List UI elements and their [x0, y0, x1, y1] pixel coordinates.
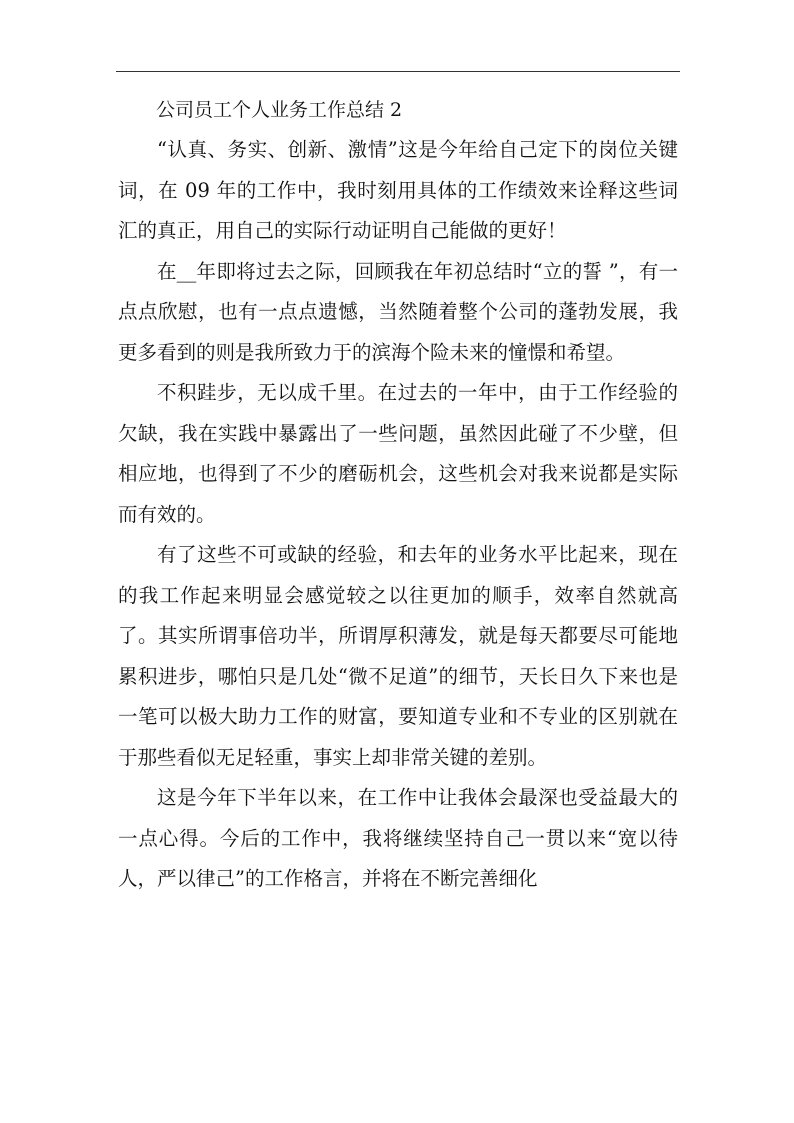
paragraph-5: 这是今年下半年以来，在工作中让我体会最深也受益最大的一点心得。今后的工作中，我将继续坚持自己一贯以来“宽以待人，严以律己”的工作格言，并将在不断完善细化 [118, 786, 678, 890]
paragraph-1: “认真、务实、创新、激情”这是今年给自己定下的岗位关键词，在 09 年的工作中，我时刻用具体的工作绩效来诠释这些词汇的真正，用自己的实际行动证明自己能做的更好！ [118, 138, 678, 242]
paragraph-3: 不积跬步，无以成千里。在过去的一年中，由于工作经验的欠缺，我在实践中暴露出了一些问题，虽然因此碰了不少壁，但相应地，也得到了不少的磨砺机会，这些机会对我来说都是实际而有效的。 [118, 381, 678, 526]
document-title: 公司员工个人业务工作总结 2 [156, 99, 403, 121]
header-rule [116, 71, 680, 72]
document-body [118, 90, 678, 900]
paragraph-2: 在__年即将过去之际，回顾我在年初总结时“立的誓 ”，有一点点欣慰，也有一点点遗憾，当然随着整个公司的蓬勃发展，我更多看到的则是我所致力于的滨海个险未来的憧憬和希望。 [118, 259, 678, 364]
paragraph-4: 有了这些不可或缺的经验，和去年的业务水平比起来，现在的我工作起来明显会感觉较之以往更加的顺手，效率自然就高了。其实所谓事倍功半，所谓厚积薄发，就是每天都要尽可能地累积进步，哪怕只是几处“微不足道”的细节，天长日久下来也是一笔可以极大助力工作的财富，要知道专业和不专业的区别就在于那些看似无足轻重，事实上却非常关键的差别。 [118, 543, 678, 769]
